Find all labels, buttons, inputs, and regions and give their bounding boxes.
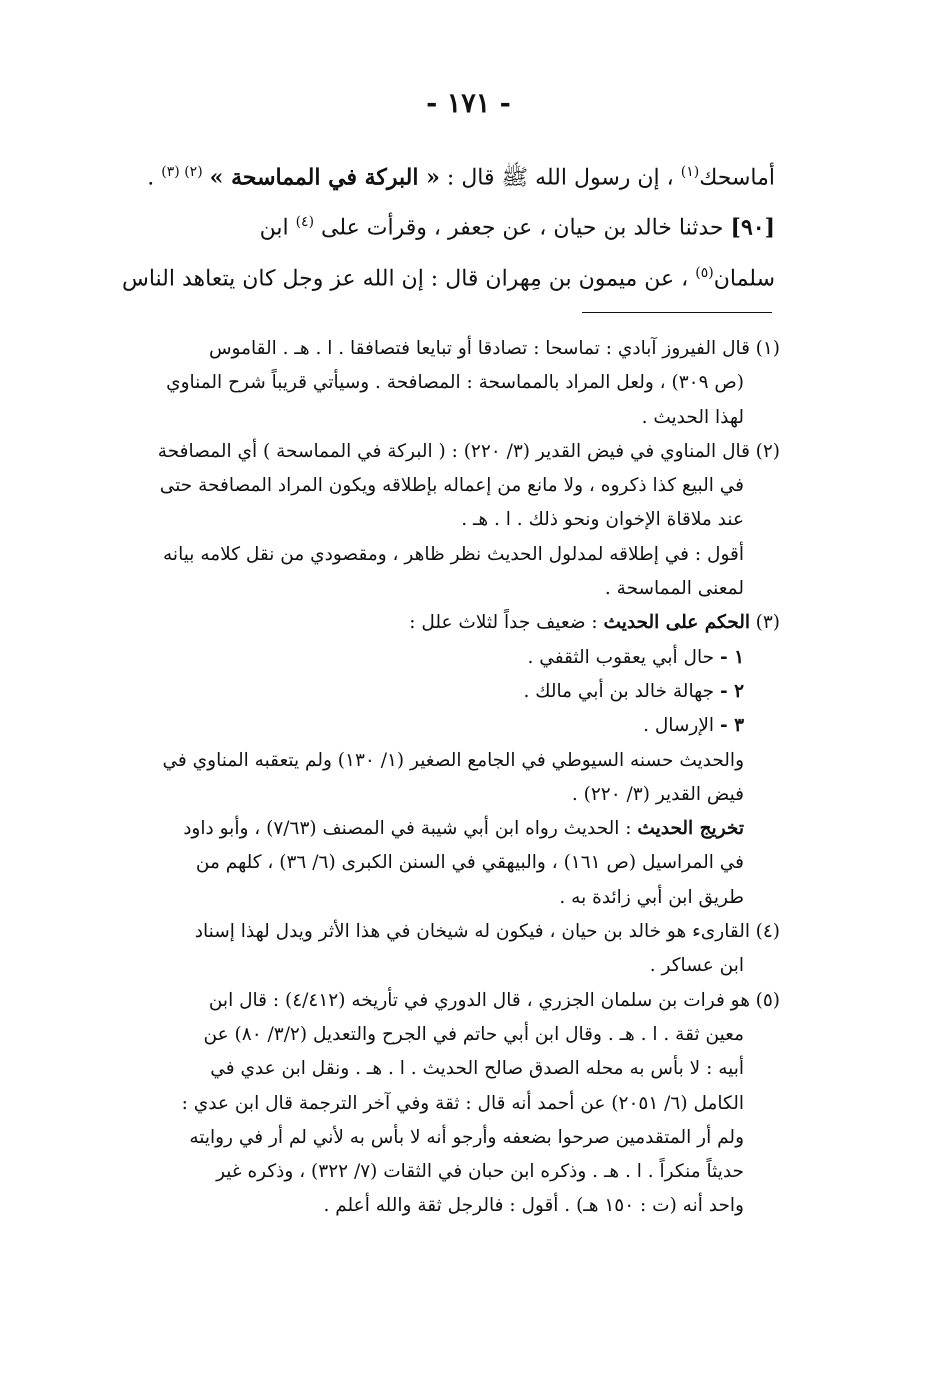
- footnote-separator: [582, 312, 772, 313]
- main-line-3-start: سلمان: [713, 265, 775, 291]
- footnote-line: أبيه : لا بأس به محله الصدق صالح الحديث . ا . هـ . ونقل ابن عدي في: [210, 1058, 744, 1080]
- footnote-line: [90, 812, 780, 846]
- footnote-number: (٣): [755, 612, 780, 634]
- main-line-1: [95, 150, 775, 200]
- footnote-list-item: [90, 641, 780, 675]
- list-item-number: ٣ -: [719, 715, 744, 737]
- footnote-line: لهذا الحديث .: [641, 406, 744, 428]
- footnote-heading: الحكم على الحديث: [603, 612, 750, 634]
- main-line-2: [95, 200, 775, 250]
- footnote-number: (٤): [755, 921, 780, 943]
- footnote-number: (١): [755, 338, 780, 359]
- main-line-2-end: ابن: [259, 215, 289, 241]
- footnote-line: (ص ٣٠٩) ، ولعل المراد بالمماسحة : المصافحة . وسيأتي قريباً شرح المناوي: [166, 372, 744, 394]
- list-item-number: ٢ -: [719, 680, 744, 702]
- footnote-line: [90, 915, 780, 949]
- main-line-3-text: ، عن ميمون بن مِهران قال : إن الله عز وجل كان يتعاهد الناس: [121, 265, 689, 291]
- footnote-line: ابن عساكر .: [649, 955, 744, 977]
- footnote-line: طريق ابن أبي زائدة به .: [559, 886, 744, 908]
- footnote-ref-5[interactable]: (٥): [695, 264, 714, 281]
- footnote-line: [90, 435, 780, 469]
- footnote-line: الكامل (٦/ ٢٠٥١) عن أحمد أنه قال : ثقة وفي آخر الترجمة قال ابن عدي :: [181, 1092, 744, 1114]
- main-text: [95, 150, 775, 301]
- footnote-list-item: [90, 675, 780, 709]
- footnote-4: [90, 915, 780, 984]
- list-item-text: الإرسال .: [643, 715, 715, 737]
- footnote-line: ولم أر المتقدمين صرحوا بضعفه وأرجو أنه لا بأس به لأني لم أر في روايته: [189, 1126, 744, 1148]
- list-item-text: حال أبي يعقوب الثقفي .: [527, 646, 715, 668]
- footnote-ref-1[interactable]: (١): [680, 164, 700, 180]
- footnote-line: [90, 606, 780, 640]
- hadith-quote: « البركة في المماسحة »: [209, 164, 440, 191]
- footnote-text: : الحديث رواه ابن أبي شيبة في المصنف (٧/٦٣) ، وأبو داود: [183, 818, 632, 840]
- footnote-number: (٥): [755, 989, 780, 1011]
- footnote-text: هو فرات بن سلمان الجزري ، قال الدوري في تأريخه (٤/٤١٢) : قال ابن: [208, 989, 750, 1011]
- footnote-line: عند ملاقاة الإخوان ونحو ذلك . ا . هـ .: [461, 509, 744, 531]
- takhrij-heading: تخريج الحديث: [637, 818, 744, 840]
- page-number: - ١٧١ -: [426, 88, 511, 119]
- footnote-line: [90, 332, 780, 366]
- footnote-line: معين ثقة . ا . هـ . وقال ابن أبي حاتم في الجرح والتعديل (٣/٢/ ٨٠) عن: [203, 1023, 744, 1045]
- footnote-line: والحديث حسنه السيوطي في الجامع الصغير (١/ ١٣٠) ولم يتعقبه المناوي في: [162, 749, 744, 771]
- footnote-text: القارىء هو خالد بن حيان ، فيكون له شيخان في هذا الأثر ويدل لهذا إسناد: [194, 921, 750, 943]
- footnote-line: حديثاً منكراً . ا . هـ . وذكره ابن حبان في الثقات (٧/ ٣٢٢) ، وذكره غير: [216, 1161, 744, 1183]
- footnote-3: [90, 606, 780, 915]
- footnote-line: أقول : في إطلاقه لمدلول الحديث نظر ظاهر ، ومقصودي من نقل كلامه بيانه: [163, 543, 744, 565]
- footnote-line: [90, 984, 780, 1018]
- footnote-text: قال الفيروز آبادي : تماسحا : تصادقا أو تبايعا فتصافقا . ا . هـ . القاموس: [208, 338, 750, 359]
- main-line-3: [95, 251, 775, 301]
- footnote-text: قال المناوي في فيض القدير (٣/ ٢٢٠) : ( البركة في المماسحة ) أي المصافحة: [157, 440, 750, 462]
- footnote-ref-2-3[interactable]: (٢) (٣): [161, 164, 203, 180]
- footnote-number: (٢): [755, 440, 780, 462]
- hadith-number: [٩٠]: [730, 214, 775, 241]
- footnote-list-item: [90, 709, 780, 743]
- footnote-5: [90, 984, 780, 1224]
- footnote-text: : ضعيف جداً لثلاث علل :: [409, 612, 598, 634]
- footnote-1: [90, 332, 780, 435]
- footnote-line: في البيع كذا ذكروه ، ولا مانع من إعماله بإطلاقه ويكون المراد المصافحة حتى: [159, 475, 744, 497]
- footnote-2: [90, 435, 780, 606]
- list-item-number: ١ -: [719, 646, 744, 668]
- list-item-text: جهالة خالد بن أبي مالك .: [523, 680, 715, 702]
- main-line-2-text: حدثنا خالد بن حيان ، عن جعفر ، وقرأت على: [321, 215, 724, 241]
- footnote-line: في المراسيل (ص ١٦١) ، والبيهقي في السنن الكبرى (٦/ ٣٦) ، كلهم من: [195, 852, 744, 874]
- footnote-line: لمعنى المماسحة .: [604, 578, 744, 600]
- main-line-1-middle: ، إن رسول الله ﷺ قال :: [446, 165, 674, 191]
- footnote-line: واحد أنه (ت : ١٥٠ هـ) . أقول : فالرجل ثقة والله أعلم .: [323, 1195, 744, 1217]
- main-line-1-end: .: [147, 165, 155, 191]
- footnote-line: فيض القدير (٣/ ٢٢٠) .: [571, 783, 744, 805]
- main-line-1-start: أماسحك: [699, 165, 775, 191]
- footnote-ref-4[interactable]: (٤): [295, 214, 315, 231]
- footnotes: [90, 332, 780, 1224]
